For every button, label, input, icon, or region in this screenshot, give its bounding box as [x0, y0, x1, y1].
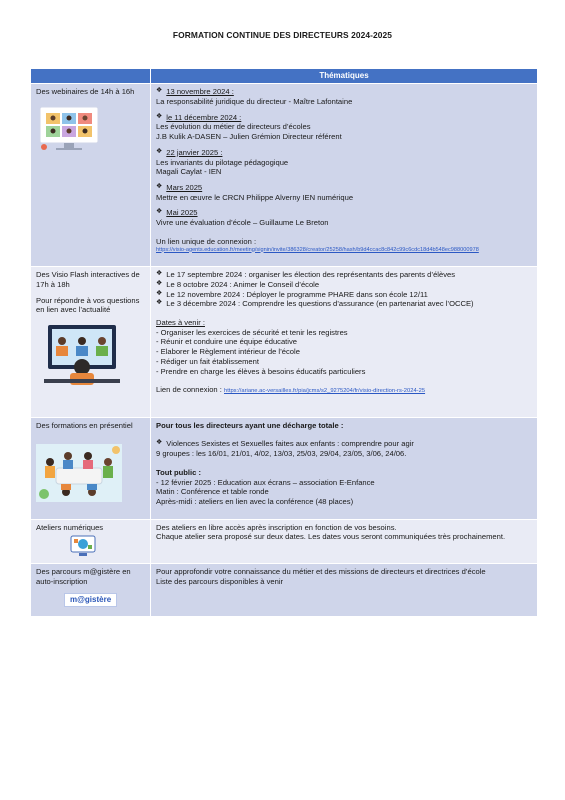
header-empty-cell [31, 69, 151, 84]
dates-heading: Dates à venir : [156, 318, 205, 327]
visio-item-text: Le 17 septembre 2024 : organiser les élection des représentants des parents d’élèves [166, 270, 456, 280]
webinar-desc: Les invariants du pilotage pédagogique [156, 157, 289, 167]
bullet-diamond-icon: ❖ [156, 270, 163, 278]
table-row-presentiel [31, 417, 538, 519]
webinar-item [156, 87, 532, 97]
parcours-label-cell [31, 564, 151, 616]
parcours-line: Liste des parcours disponibles à venir [156, 576, 284, 586]
visio-sublabel: Pour répondre à vos questions en lien avec l’actualité [36, 295, 140, 315]
dates-item: - Prendre en charge les élèves à besoins éducatifs particuliers [156, 366, 366, 376]
presentiel-vss-text: Violences Sexistes et Sexuelles faites aux enfants : comprendre pour agir [166, 439, 414, 449]
presentiel-content-cell [151, 417, 538, 519]
webinar-connexion-label: Un lien unique de connexion : [156, 236, 257, 246]
training-group-illustration [36, 444, 122, 502]
ateliers-label: Ateliers numériques [36, 522, 104, 532]
bullet-diamond-icon: ❖ [156, 208, 163, 216]
parcours-label: Des parcours m@gistère en auto-inscription [36, 567, 131, 586]
webinar-desc: La responsabilité juridique du directeur - Maître Lafontaine [156, 96, 353, 106]
training-table [30, 68, 538, 617]
table-row-visio-flash [31, 267, 538, 418]
visio-item-text: Le 8 octobre 2024 : Animer le Conseil d’école [166, 279, 320, 289]
presentiel-label-cell [31, 417, 151, 519]
digital-workshop-icon [70, 535, 96, 557]
presentiel-label: Des formations en présentiel [36, 420, 133, 430]
public-heading: Tout public : [156, 467, 201, 477]
ateliers-content-cell [151, 519, 538, 563]
visio-item [156, 280, 532, 290]
visio-connexion-link[interactable]: https://ariane.ac-versailles.fr/pia/jcms/s2_9275204/fr/visio-direction-rs-2024-25 [224, 388, 426, 395]
dates-item: - Réunir et conduire une équipe éducative [156, 337, 297, 347]
table-row-parcours [31, 564, 538, 616]
webinar-date: 13 novembre 2024 : [166, 87, 234, 97]
visio-label-cell [31, 267, 151, 418]
webinaires-label-cell [31, 84, 151, 267]
visio-flash-illustration [42, 323, 122, 385]
visio-content-cell [151, 267, 538, 418]
webinar-desc: Mettre en œuvre le CRCN Philippe Alverny IEN numérique [156, 192, 354, 202]
header-thematiques: Thématiques [151, 69, 538, 84]
visio-item [156, 290, 532, 300]
visio-label: Des Visio Flash interactives de 17h à 18h [36, 270, 140, 289]
visio-item-text: Le 3 décembre 2024 : Comprendre les questions d’assurance (en partenariat avec l’OCCE) [166, 299, 474, 309]
table-header-row [31, 69, 538, 84]
dates-item: - Elaborer le Règlement intérieur de l’école [156, 347, 300, 357]
webinar-desc: J.B Kulik A-DASEN – Julien Grémion Directeur référent [156, 132, 342, 142]
page-title: FORMATION CONTINUE DES DIRECTEURS 2024-2025 [172, 30, 393, 40]
ateliers-line: Chaque atelier sera proposé sur deux dates. Les dates vous seront communiquées très prochainement. [156, 532, 506, 542]
video-conference-illustration [36, 105, 102, 153]
webinar-desc: Les évolution du métier de directeurs d’écoles [156, 122, 311, 132]
visio-item [156, 299, 532, 309]
dates-item: - Organiser les exercices de sécurité et tenir les registres [156, 327, 348, 337]
bullet-diamond-icon: ❖ [156, 279, 163, 287]
bullet-diamond-icon: ❖ [156, 112, 163, 120]
ateliers-label-cell [31, 519, 151, 563]
ateliers-line: Des ateliers en libre accès après inscription en fonction de vos besoins. [156, 522, 397, 532]
presentiel-heading: Pour tous les directeurs ayant une décharge totale : [156, 420, 344, 430]
presentiel-groupes: 9 groupes : les 16/01, 21/01, 4/02, 13/03, 25/03, 29/04, 23/05, 3/06, 24/06. [156, 449, 407, 459]
presentiel-vss-item [156, 439, 532, 449]
webinar-item [156, 208, 532, 218]
webinar-date: le 11 décembre 2024 : [166, 112, 242, 122]
visio-connexion-label: Lien de connexion : [156, 385, 222, 395]
bullet-diamond-icon: ❖ [156, 289, 163, 297]
bullet-diamond-icon: ❖ [156, 439, 163, 447]
table-row-webinaires [31, 84, 538, 267]
webinar-item [156, 148, 532, 158]
webinar-desc: Vivre une évaluation d’école – Guillaume Le Breton [156, 218, 329, 228]
webinar-desc: Magali Caylat - IEN [156, 167, 222, 177]
webinar-item [156, 113, 532, 123]
webinaires-content-cell [151, 84, 538, 267]
webinar-date: 22 janvier 2025 : [166, 147, 223, 157]
table-row-ateliers [31, 519, 538, 563]
visio-connexion [156, 385, 532, 395]
parcours-content-cell [151, 564, 538, 616]
bullet-diamond-icon: ❖ [156, 182, 163, 190]
public-line: Matin : Conférence et table ronde [156, 487, 269, 497]
magistere-logo: m@gistère [64, 593, 117, 607]
webinaires-label: Des webinaires de 14h à 16h [36, 87, 135, 97]
dates-item: - Rédiger un fait établissement [156, 356, 259, 366]
webinar-date: Mai 2025 [166, 208, 198, 218]
webinar-connexion-link[interactable]: https://visio-agents.education.fr/meeting/signin/invite/386328/creator/25258/hash/b9d4ccac8c842c99c6cdc18d4b548ec988000978 [156, 246, 479, 253]
visio-item-text: Le 12 novembre 2024 : Déployer le programme PHARE dans son école 12/11 [166, 289, 428, 299]
bullet-diamond-icon: ❖ [156, 147, 163, 155]
parcours-line: Pour approfondir votre connaissance du métier et des missions de directeurs et directrices d’école [156, 567, 486, 577]
public-line: Après-midi : ateliers en lien avec la conférence (48 places) [156, 497, 354, 507]
webinar-item [156, 183, 532, 193]
public-line: - 12 février 2025 : Education aux écrans – association E-Enfance [156, 477, 375, 487]
bullet-diamond-icon: ❖ [156, 299, 163, 307]
visio-item [156, 270, 532, 280]
webinar-date: Mars 2025 [166, 182, 203, 192]
bullet-diamond-icon: ❖ [156, 87, 163, 95]
